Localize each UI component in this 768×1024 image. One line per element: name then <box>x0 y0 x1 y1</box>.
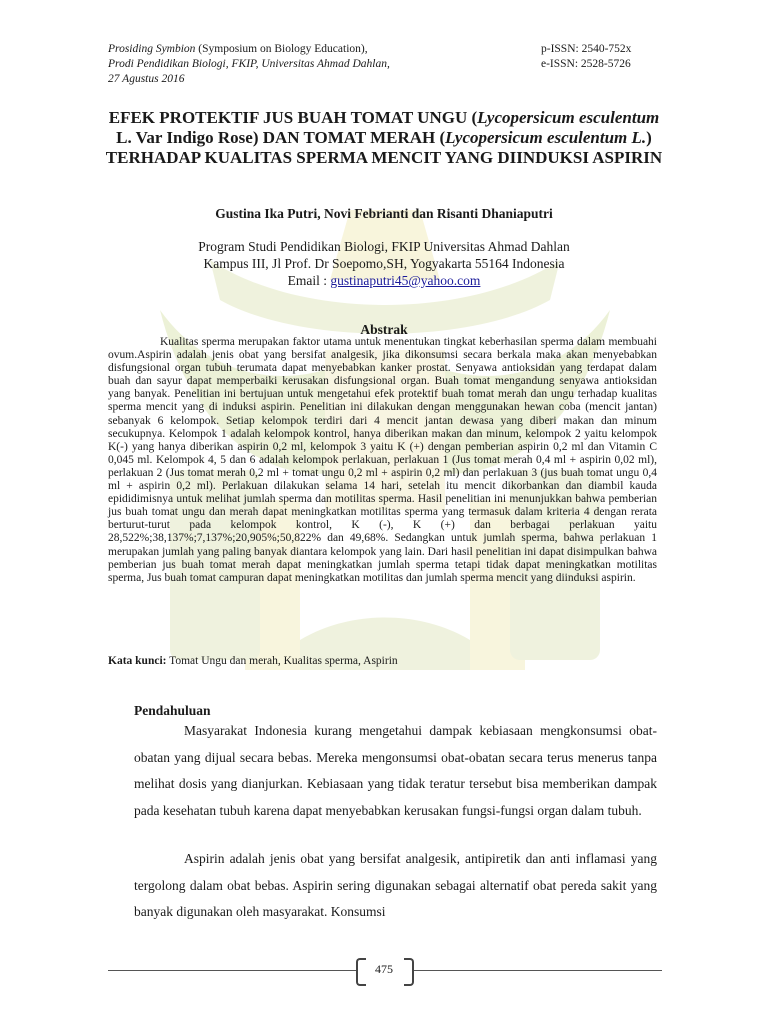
header-conference-line <box>108 42 390 57</box>
header-proceedings-name: Prosiding Symbion <box>108 43 196 55</box>
page-number: 475 <box>375 962 393 976</box>
affiliation-email-line <box>100 272 668 289</box>
running-header-left <box>108 42 390 87</box>
affiliation-program: Program Studi Pendidikan Biologi, FKIP Universitas Ahmad Dahlan <box>198 239 570 254</box>
header-eissn: e-ISSN: 2528-5726 <box>541 58 631 70</box>
paper-title <box>100 108 668 168</box>
keywords-label: Kata kunci: <box>108 655 167 667</box>
title-part: L. Var Indigo Rose) DAN TOMAT MERAH ( <box>116 128 446 147</box>
affiliation <box>100 221 668 289</box>
author-list: Gustina Ika Putri, Novi Febrianti dan Risanti Dhaniaputri <box>215 206 553 221</box>
footer-rule-left <box>108 970 358 971</box>
header-symposium: (Symposium on Biology Education), <box>195 43 368 55</box>
running-header-right <box>541 42 631 72</box>
abstract-text: Kualitas sperma merupakan faktor utama untuk menentukan tingkat keberhasilan sperma dalam membuahi ovum.Aspirin adalah jenis obat yang bersifat analgesik, jika dikonsumsi secara berkala maka akan menyebabkan disfungsional organ tubuh terumata dapat menyebabkan kanker prostat. Senyawa antioksidan yang terdapat dalam buah dan sayur dapat memperbaiki kerusakan disfungsional organ. Buah tomat mengandung senyawa antioksidan yang banyak. Penelitian ini bertujuan untuk mengetahui efek protektif buah tomat merah dan ungu terhadap kualitas sperma mencit yang di induksi aspirin. Penelitian ini dilakukan dengan menggunakan hewan coba (mencit jantan) sebanyak 6 kelompok. Setiap kelompok terdiri dari 4 mencit jantan dewasa yang diberi makan dan minum secukupnya. Kelompok 1 adalah kelompok kontrol, hanya diberikan makan dan minum, kelompok 2 yaitu kelompok K(-) yang hanya diberikan aspirin 0,2 ml, kelompok 3 yaitu K (+) dengan pemberian aspirin 0,2 ml dan Vitamin C 0,045 ml. Kelompok 4, 5 dan 6 adalah kelompok perlakuan, perlakuan 1 (Jus tomat merah 0,4 ml + aspirin 0,02 ml), perlakuan 2 (Jus tomat merah 0,2 ml + tomat ungu 0,2 ml + aspirin 0,2 ml) dan perlakuan 3 (jus buah tomat ungu 0,4 ml + aspirin 0,2 ml). Perlakuan dilakukan selama 14 hari, setelah itu mencit dikorbankan dan diambil kauda epididimisnya untuk melihat jumlah sperma dan motilitas sperma. Hasil penelitian ini menunjukkan bahwa pemberian jus buah tomat ungu dan merah dapat meningkatkan motilitas sperma yang termasuk dalam kriteria 4 dengan rerata berturut-turut pada kelompok kontrol, K (-), K (+) dan berbagai perlakuan yaitu 28,522%;38,137%;7,137%;20,905%;50,822% dan 49,68%. Sedangkan untuk jumlah sperma, bahwa perlakuan 1 merupakan jumlah yang paling banyak diantara kelompok yang lain. Dari hasil penelitian ini dapat disimpulkan bahwa pemberian jus buah tomat merah dapat meningkatkan jumlah sperma tetapi tidak dapat meningkatkan motilitas sperma, Jus buah tomat campuran dapat meningkatkan motilitas dan jumlah sperma mencit yang diinduksi aspirin. <box>108 336 657 584</box>
title-species-name: Lycopersicum esculentum L. <box>445 128 647 147</box>
title-part: EFEK PROTEKTIF JUS BUAH TOMAT UNGU ( <box>108 108 478 127</box>
affiliation-address: Kampus III, Jl Prof. Dr Soepomo,SH, Yogyakarta 55164 Indonesia <box>203 256 565 271</box>
title-part: ) TERHADAP KUALITAS SPERMA MENCIT YANG DIINDUKSI ASPIRIN <box>105 128 663 167</box>
email-label: Email : <box>287 273 331 288</box>
header-pissn: p-ISSN: 2540-752x <box>541 43 632 55</box>
section-heading-introduction: Pendahuluan <box>134 703 211 718</box>
email-link[interactable]: gustinaputri45@yahoo.com <box>330 273 481 288</box>
footer-rule-right <box>412 970 662 971</box>
header-date: 27 Agustus 2016 <box>108 73 185 85</box>
abstract-heading: Abstrak <box>360 322 408 337</box>
keywords-text: Tomat Ungu dan merah, Kualitas sperma, Aspirin <box>166 655 398 667</box>
page-number-bracket-right <box>404 958 414 986</box>
header-department: Prodi Pendidikan Biologi, FKIP, Universitas Ahmad Dahlan, <box>108 58 390 70</box>
body-paragraph: Masyarakat Indonesia kurang mengetahui dampak kebiasaan mengkonsumsi obat-obatan yang dijual secara bebas. Mereka mengonsumsi obat-obatan secara terus menerus tanpa melihat dosis yang dianjurkan. Kebiasaan yang tidak teratur tersebut bisa memberikan dampak pada kesehatan tubuh karena dapat menyebabkan kerusakan fungsi-fungsi organ dalam tubuh. <box>134 723 657 818</box>
body-paragraph: Aspirin adalah jenis obat yang bersifat analgesik, antipiretik dan anti inflamasi yang tergolong dalam obat bebas. Aspirin sering digunakan sebagai alternatif obat pereda sakit yang banyak digunakan oleh masyarakat. Konsumsi <box>134 851 657 920</box>
keywords <box>108 655 668 667</box>
title-species-name: Lycopersicum esculentum <box>477 108 660 127</box>
